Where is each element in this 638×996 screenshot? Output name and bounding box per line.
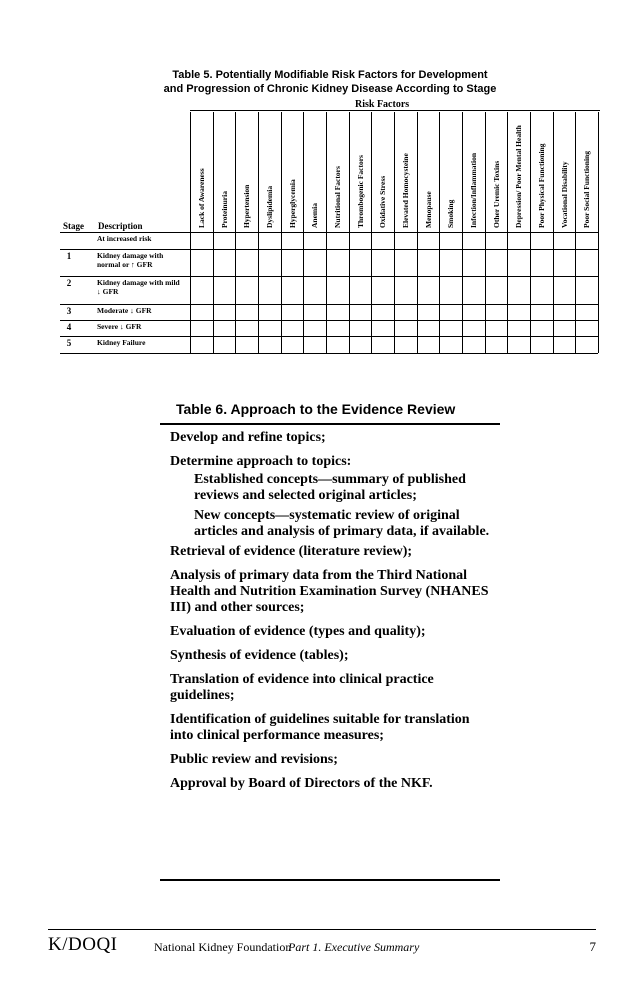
risk-factor-label: Poor Social Functioning xyxy=(582,151,592,228)
risk-factor-label: Proteinuria xyxy=(219,191,229,228)
grid-row-line xyxy=(60,276,598,277)
risk-factor-header xyxy=(214,116,234,228)
risk-factor-header xyxy=(191,116,211,228)
risk-factor-label: Hypertension xyxy=(242,184,252,228)
risk-factors-header: Risk Factors xyxy=(355,99,410,110)
risk-factor-label: Oxidative Stress xyxy=(378,175,388,228)
risk-factor-label: Infection/Inflammation xyxy=(469,153,478,228)
risk-header-rule xyxy=(190,110,600,111)
stage-cell: 3 xyxy=(66,306,72,316)
table6-item: Translation of evidence into clinical practice guidelines; xyxy=(170,672,434,703)
risk-factor-header xyxy=(350,116,370,228)
risk-factor-label: Dyslipidemia xyxy=(265,185,274,228)
table6-bottom-rule xyxy=(160,879,500,881)
stage-column-header: Stage xyxy=(63,221,84,231)
description-cell: Kidney damage with mild ↓ GFR xyxy=(97,278,180,296)
description-cell: Severe ↓ GFR xyxy=(97,322,142,331)
grid-row-line xyxy=(60,232,598,233)
description-cell: Kidney Failure xyxy=(97,338,146,347)
risk-factor-label: Poor Physical Functioning xyxy=(537,143,546,228)
risk-factor-label: Hyperglycemia xyxy=(287,179,297,228)
risk-factor-header xyxy=(486,116,506,228)
table6-item: Determine approach to topics: xyxy=(170,454,352,469)
risk-factor-label: Other Uremic Toxins xyxy=(491,160,501,228)
page-footer xyxy=(48,934,596,959)
table6-item: Identification of guidelines suitable for translation into clinical performance measures; xyxy=(170,712,470,743)
table6-item: Public review and revisions; xyxy=(170,752,338,767)
risk-factor-header xyxy=(463,116,483,228)
risk-factor-header xyxy=(440,116,460,228)
description-cell: Kidney damage with normal or ↑ GFR xyxy=(97,251,164,269)
risk-factor-header xyxy=(508,116,528,228)
risk-factor-label: Elevated Homocysteine xyxy=(401,153,410,228)
description-cell: At increased risk xyxy=(97,234,152,243)
risk-factor-label: Thrombogenic Factors xyxy=(355,155,365,228)
description-cell: Moderate ↓ GFR xyxy=(97,306,152,315)
kdoqi-logo: K/DOQI xyxy=(48,934,118,955)
footer-section: Part 1. Executive Summary xyxy=(288,940,420,954)
risk-factor-header xyxy=(418,116,438,228)
risk-factor-header xyxy=(395,116,415,228)
risk-factor-header xyxy=(304,116,324,228)
table6-subitem: Established concepts—summary of published reviews and selected original articles; xyxy=(194,472,466,503)
table6-subitem: New concepts—systematic review of original articles and analysis of primary data, if available. xyxy=(194,508,490,539)
risk-factor-header xyxy=(372,116,392,228)
footer-organization: National Kidney Foundation xyxy=(154,940,292,954)
table5-title xyxy=(150,68,510,96)
table6-item: Synthesis of evidence (tables); xyxy=(170,648,349,663)
table5-title-line2: and Progression of Chronic Kidney Disease According to Stage xyxy=(163,83,497,95)
risk-factor-label: Anemia xyxy=(310,203,320,228)
risk-factor-header xyxy=(259,116,279,228)
risk-factor-label: Depression/ Poor Mental Health xyxy=(514,125,524,228)
grid-row-line xyxy=(60,249,598,250)
risk-factor-header xyxy=(531,116,551,228)
table5-title-line1: Table 5. Potentially Modifiable Risk Factors for Development xyxy=(172,69,488,81)
risk-factor-header xyxy=(327,116,347,228)
risk-factor-header xyxy=(576,116,596,228)
table6-item: Approval by Board of Directors of the NKF. xyxy=(170,776,433,791)
stage-cell: 4 xyxy=(66,322,72,332)
stage-cell: 2 xyxy=(66,278,72,288)
risk-factor-label: Nutritional Factors xyxy=(333,166,342,228)
grid-row-line xyxy=(60,304,598,305)
risk-factor-label: Lack of Awareness xyxy=(197,168,206,228)
risk-factor-label: Smoking xyxy=(446,199,456,228)
footer-rule xyxy=(48,929,596,930)
page-number: 7 xyxy=(589,939,596,954)
table6-item: Analysis of primary data from the Third National Health and Nutrition Examination Survey (NHANES III) and other sources; xyxy=(170,568,489,615)
description-column-header: Description xyxy=(98,221,143,231)
grid-row-line xyxy=(60,353,598,354)
table6-item: Evaluation of evidence (types and quality); xyxy=(170,624,426,639)
risk-factor-label: Vocational Disability xyxy=(559,161,569,228)
risk-factor-header xyxy=(236,116,256,228)
grid-row-line xyxy=(60,320,598,321)
grid-column-line xyxy=(598,112,599,353)
risk-factor-label: Menopause xyxy=(423,191,433,228)
stage-cell: 1 xyxy=(66,251,72,261)
table6-body xyxy=(170,430,490,800)
grid-row-line xyxy=(60,336,598,337)
risk-factor-header xyxy=(282,116,302,228)
table6-title: Table 6. Approach to the Evidence Review xyxy=(176,401,456,417)
table6-item: Develop and refine topics; xyxy=(170,430,326,445)
stage-cell: 5 xyxy=(66,338,72,348)
risk-factor-header xyxy=(554,116,574,228)
table6-item: Retrieval of evidence (literature review); xyxy=(170,544,413,559)
table6-top-rule xyxy=(160,423,500,425)
